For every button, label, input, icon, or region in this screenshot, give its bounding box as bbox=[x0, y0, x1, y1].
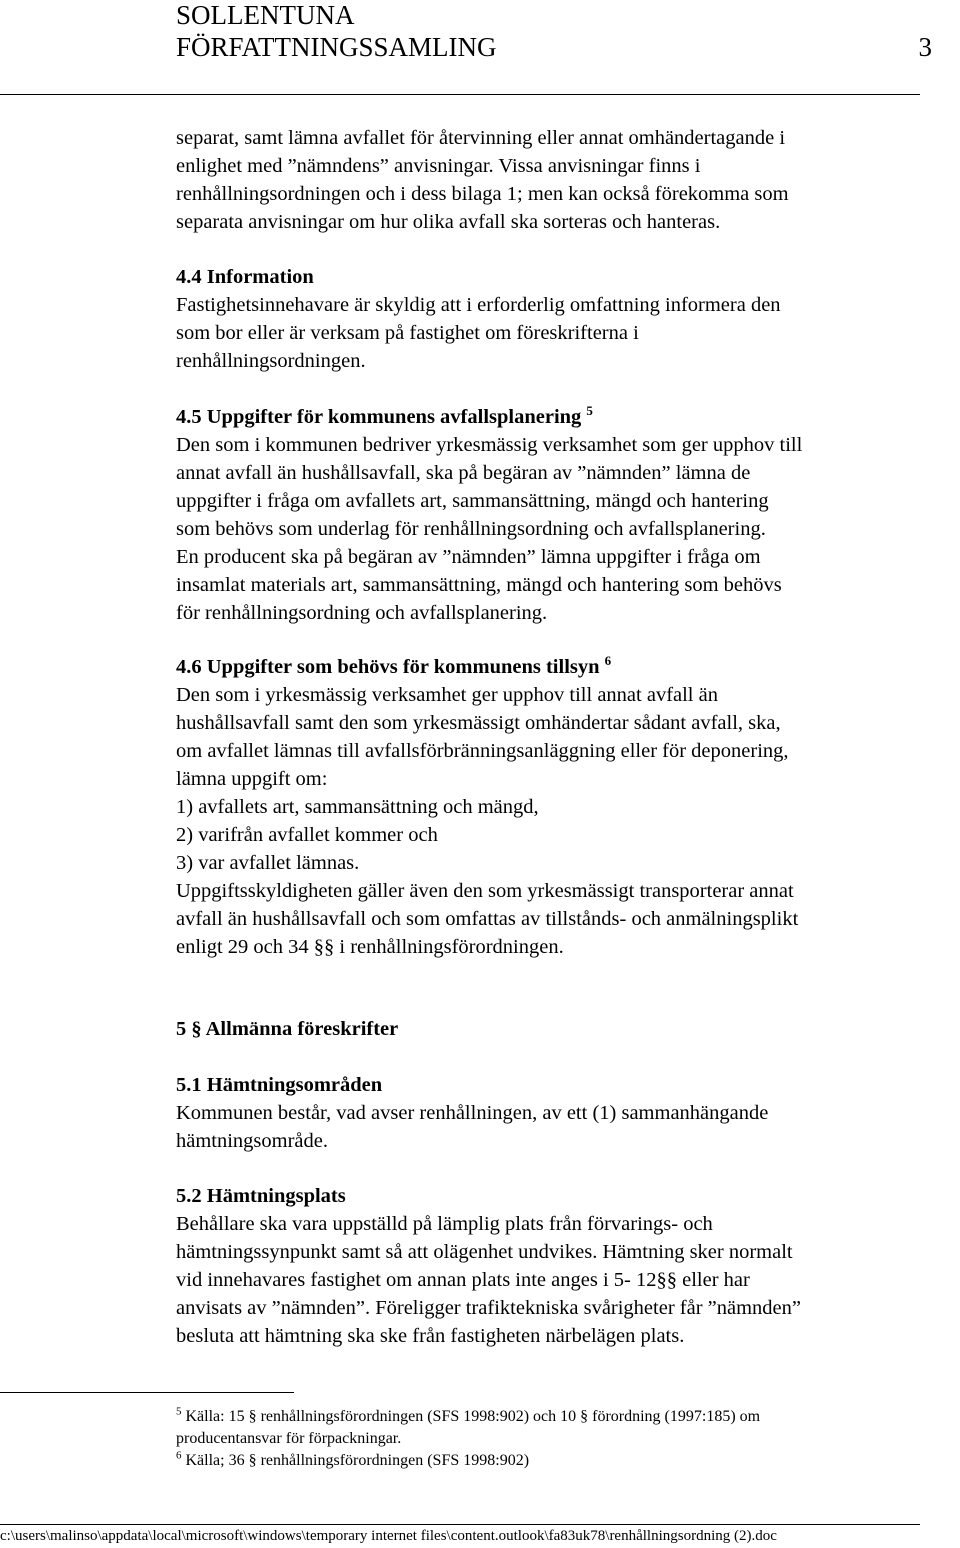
text-line: renhållningsordningen. bbox=[176, 350, 366, 372]
header-rule bbox=[0, 94, 920, 95]
footnote-5 bbox=[176, 1406, 936, 1428]
footnote-number: 5 bbox=[176, 1405, 182, 1418]
text-line: renhållningsordningen och i dess bilaga 1; men kan också förekomma som bbox=[176, 183, 789, 205]
text-line: vid innehavares fastighet om annan plats inte anges i 5- 12§§ eller har bbox=[176, 1269, 750, 1291]
footnotes bbox=[176, 1406, 936, 1472]
chapter-heading: 5 § Allmänna föreskrifter bbox=[176, 1018, 399, 1040]
text-line: hushållsavfall samt den som yrkesmässigt omhändertar sådant avfall, ska, bbox=[176, 712, 781, 734]
header-title-line2: FÖRFATTNINGSSAMLING bbox=[176, 32, 497, 62]
text-line: Behållare ska vara uppställd på lämplig plats från förvarings- och bbox=[176, 1213, 713, 1235]
section-heading: 5.2 Hämtningsplats bbox=[176, 1185, 346, 1207]
footer-rule bbox=[0, 1524, 920, 1525]
text-line: besluta att hämtning ska ske från fastigheten närbelägen plats. bbox=[176, 1325, 685, 1347]
section-5-2 bbox=[176, 1182, 916, 1350]
text-line: som behövs som underlag för renhållningsordning och avfallsplanering. bbox=[176, 518, 766, 540]
section-heading: 5.1 Hämtningsområden bbox=[176, 1074, 383, 1096]
footnote-text: Källa: 15 § renhållningsförordningen (SFS 1998:902) och 10 § förordning (1997:185) om bbox=[181, 1408, 761, 1425]
footnote-ref: 5 bbox=[586, 403, 593, 419]
file-path: c:\users\malinso\appdata\local\microsoft\windows\temporary internet files\content.outlook\fa83uk78\renhållningsordning (2).doc bbox=[0, 1528, 777, 1544]
text-line: annat avfall än hushållsavfall, ska på begäran av ”nämnden” lämna de bbox=[176, 462, 751, 484]
intro-paragraph bbox=[176, 124, 916, 236]
section-5 bbox=[176, 1015, 916, 1043]
text-line: avfall än hushållsavfall och som omfattas av tillstånds- och anmälningsplikt bbox=[176, 908, 799, 930]
text-line: 3) var avfallet lämnas. bbox=[176, 852, 360, 874]
text-line: hämtningsområde. bbox=[176, 1130, 329, 1152]
text-line: anvisats av ”nämnden”. Föreligger trafiktekniska svårigheter får ”nämnden” bbox=[176, 1297, 801, 1319]
text-line: för renhållningsordning och avfallsplanering. bbox=[176, 602, 548, 624]
text-line: Fastighetsinnehavare är skyldig att i erforderlig omfattning informera den bbox=[176, 294, 781, 316]
text-line: separat, samt lämna avfallet för återvinning eller annat omhändertagande i bbox=[176, 127, 786, 149]
section-4-4 bbox=[176, 263, 916, 375]
section-heading: 4.5 Uppgifter för kommunens avfallsplanering bbox=[176, 406, 582, 428]
section-5-1 bbox=[176, 1071, 916, 1155]
text-line: enligt 29 och 34 §§ i renhållningsförordningen. bbox=[176, 936, 564, 958]
section-heading: 4.4 Information bbox=[176, 266, 314, 288]
text-line: Den som i yrkesmässig verksamhet ger upphov till annat avfall än bbox=[176, 684, 718, 706]
text-line: insamlat materials art, sammansättning, mängd och hantering som behövs bbox=[176, 574, 782, 596]
text-line: hämtningssynpunkt samt så att olägenhet undvikes. Hämtning sker normalt bbox=[176, 1241, 793, 1263]
text-line: Uppgiftsskyldigheten gäller även den som yrkesmässigt transporterar annat bbox=[176, 880, 794, 902]
text-line: uppgifter i fråga om avfallets art, sammansättning, mängd och hantering bbox=[176, 490, 769, 512]
footnote-ref: 6 bbox=[604, 653, 612, 669]
section-4-6 bbox=[176, 653, 916, 961]
section-heading: 4.6 Uppgifter som behövs för kommunens tillsyn bbox=[176, 656, 600, 678]
footnote-text: Källa; 36 § renhållningsförordningen (SFS 1998:902) bbox=[181, 1452, 530, 1469]
footnote-separator bbox=[0, 1392, 294, 1393]
header-title-line1: SOLLENTUNA bbox=[176, 0, 355, 30]
footnote-number: 6 bbox=[176, 1449, 182, 1462]
text-line: som bor eller är verksam på fastighet om föreskrifterna i bbox=[176, 322, 639, 344]
text-line: En producent ska på begäran av ”nämnden” lämna uppgifter i fråga om bbox=[176, 546, 761, 568]
text-line: 2) varifrån avfallet kommer och bbox=[176, 824, 438, 846]
section-heading-wrap bbox=[176, 403, 916, 431]
footnote-text: producentansvar för förpackningar. bbox=[176, 1430, 402, 1447]
text-line: separata anvisningar om hur olika avfall ska sorteras och hanteras. bbox=[176, 211, 721, 233]
section-heading-wrap bbox=[176, 653, 916, 681]
footnote-6 bbox=[176, 1450, 936, 1472]
text-line: om avfallet lämnas till avfallsförbränningsanläggning eller för deponering, bbox=[176, 740, 789, 762]
section-4-5 bbox=[176, 403, 916, 627]
text-line: lämna uppgift om: bbox=[176, 768, 328, 790]
text-line: enlighet med ”nämndens” anvisningar. Vissa anvisningar finns i bbox=[176, 155, 701, 177]
text-line: 1) avfallets art, sammansättning och mängd, bbox=[176, 796, 539, 818]
page-number: 3 bbox=[918, 32, 932, 62]
text-line: Den som i kommunen bedriver yrkesmässig verksamhet som ger upphov till bbox=[176, 434, 803, 456]
text-line: Kommunen består, vad avser renhållningen, av ett (1) sammanhängande bbox=[176, 1102, 769, 1124]
